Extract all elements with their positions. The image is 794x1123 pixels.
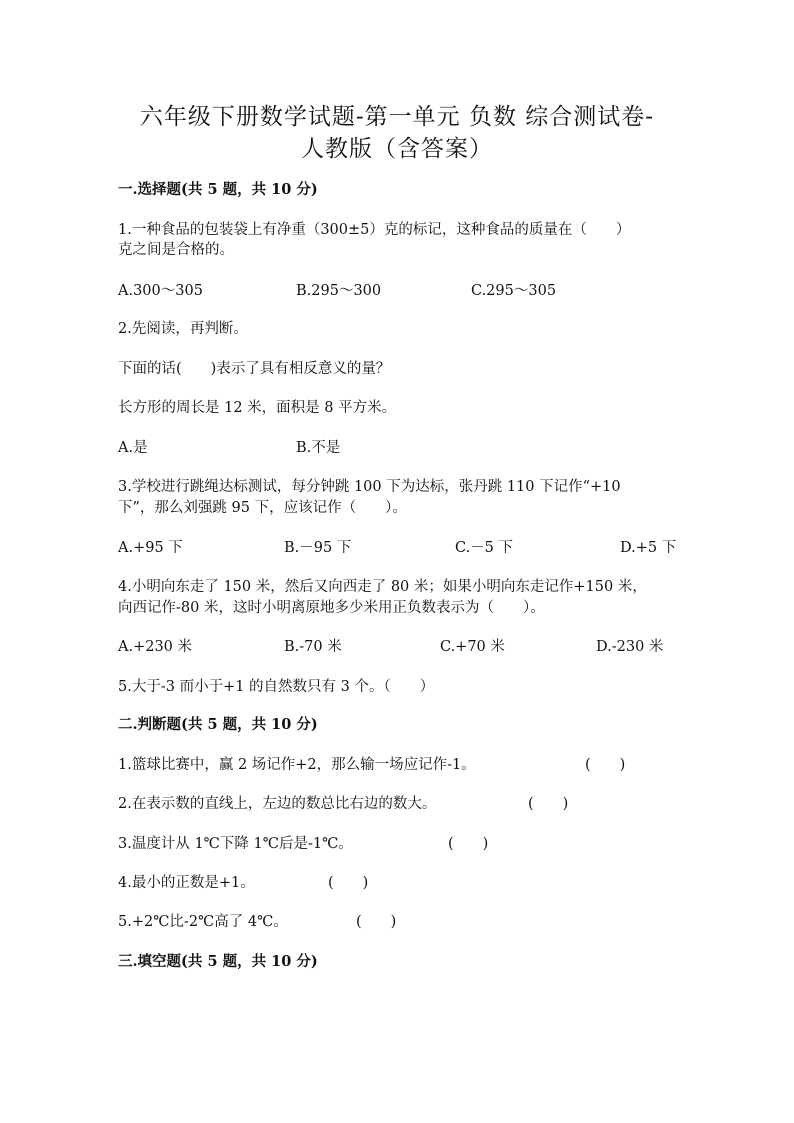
q3-option-c: C.－5 下 — [455, 540, 514, 556]
q1-option-b: B.295～300 — [296, 283, 382, 299]
q3-line2: 下”，那么刘强跳 95 下，应该记作（ ）。 — [118, 500, 407, 516]
q3-option-b: B.－95 下 — [284, 540, 352, 556]
q3-option-d: D.+5 下 — [620, 540, 677, 556]
q2-line2: 下面的话( )表示了具有相反意义的量？ — [118, 361, 391, 377]
q4-line2: 向西记作-80 米，这时小明离原地多少米用正负数表示为（ ）。 — [118, 600, 545, 616]
q4-line1: 4.小明向东走了 150 米，然后又向西走了 80 米；如果小明向东走记作+150 米， — [118, 579, 647, 595]
q4-option-a: A.+230 米 — [118, 639, 193, 655]
section1-heading: 一.选择题(共 5 题，共 10 分) — [118, 181, 318, 198]
judge-blank-5: ( ) — [356, 914, 397, 930]
q4-option-d: D.-230 米 — [596, 639, 664, 655]
judge-item-5: 5.+2℃比-2℃高了 4℃。 — [118, 914, 288, 930]
judge-item-3: 3.温度计从 1℃下降 1℃后是-1℃。 — [118, 836, 353, 852]
q1-option-c: C.295～305 — [471, 283, 557, 299]
q2-line1: 2.先阅读，再判断。 — [118, 321, 248, 337]
judge-item-1: 1.篮球比赛中，赢 2 场记作+2，那么输一场应记作-1。 — [118, 757, 476, 773]
q3-option-a: A.+95 下 — [118, 540, 183, 556]
q2-option-b: B.不是 — [296, 440, 341, 456]
judge-blank-1: ( ) — [585, 757, 626, 773]
section2-heading: 二.判断题(共 5 题，共 10 分) — [118, 716, 318, 733]
q1-line1: 1.一种食品的包装袋上有净重（300±5）克的标记，这种食品的质量在（ ） — [118, 222, 631, 238]
judge-item-2: 2.在表示数的直线上，左边的数总比右边的数大。 — [118, 796, 437, 812]
q4-option-b: B.-70 米 — [284, 639, 342, 655]
judge-item-4: 4.最小的正数是+1。 — [118, 875, 255, 891]
q1-line2: 克之间是合格的。 — [118, 242, 234, 258]
judge-blank-3: ( ) — [448, 836, 489, 852]
judge-blank-2: ( ) — [528, 796, 569, 812]
q3-line1: 3.学校进行跳绳达标测试，每分钟跳 100 下为达标，张丹跳 110 下记作“+10 — [118, 479, 621, 495]
section3-heading: 三.填空题(共 5 题，共 10 分) — [118, 953, 318, 970]
q1-option-a: A.300～305 — [118, 283, 203, 299]
q2-option-a: A.是 — [118, 440, 148, 456]
document-title-line1: 六年级下册数学试题-第一单元 负数 综合测试卷- — [139, 104, 655, 130]
judge-blank-4: ( ) — [328, 875, 369, 891]
q2-line3: 长方形的周长是 12 米，面积是 8 平方米。 — [118, 400, 397, 416]
q5-line1: 5.大于-3 而小于+1 的自然数只有 3 个。（ ） — [118, 679, 435, 695]
q4-option-c: C.+70 米 — [440, 639, 505, 655]
document-title-line2: 人教版（含答案） — [301, 136, 493, 162]
